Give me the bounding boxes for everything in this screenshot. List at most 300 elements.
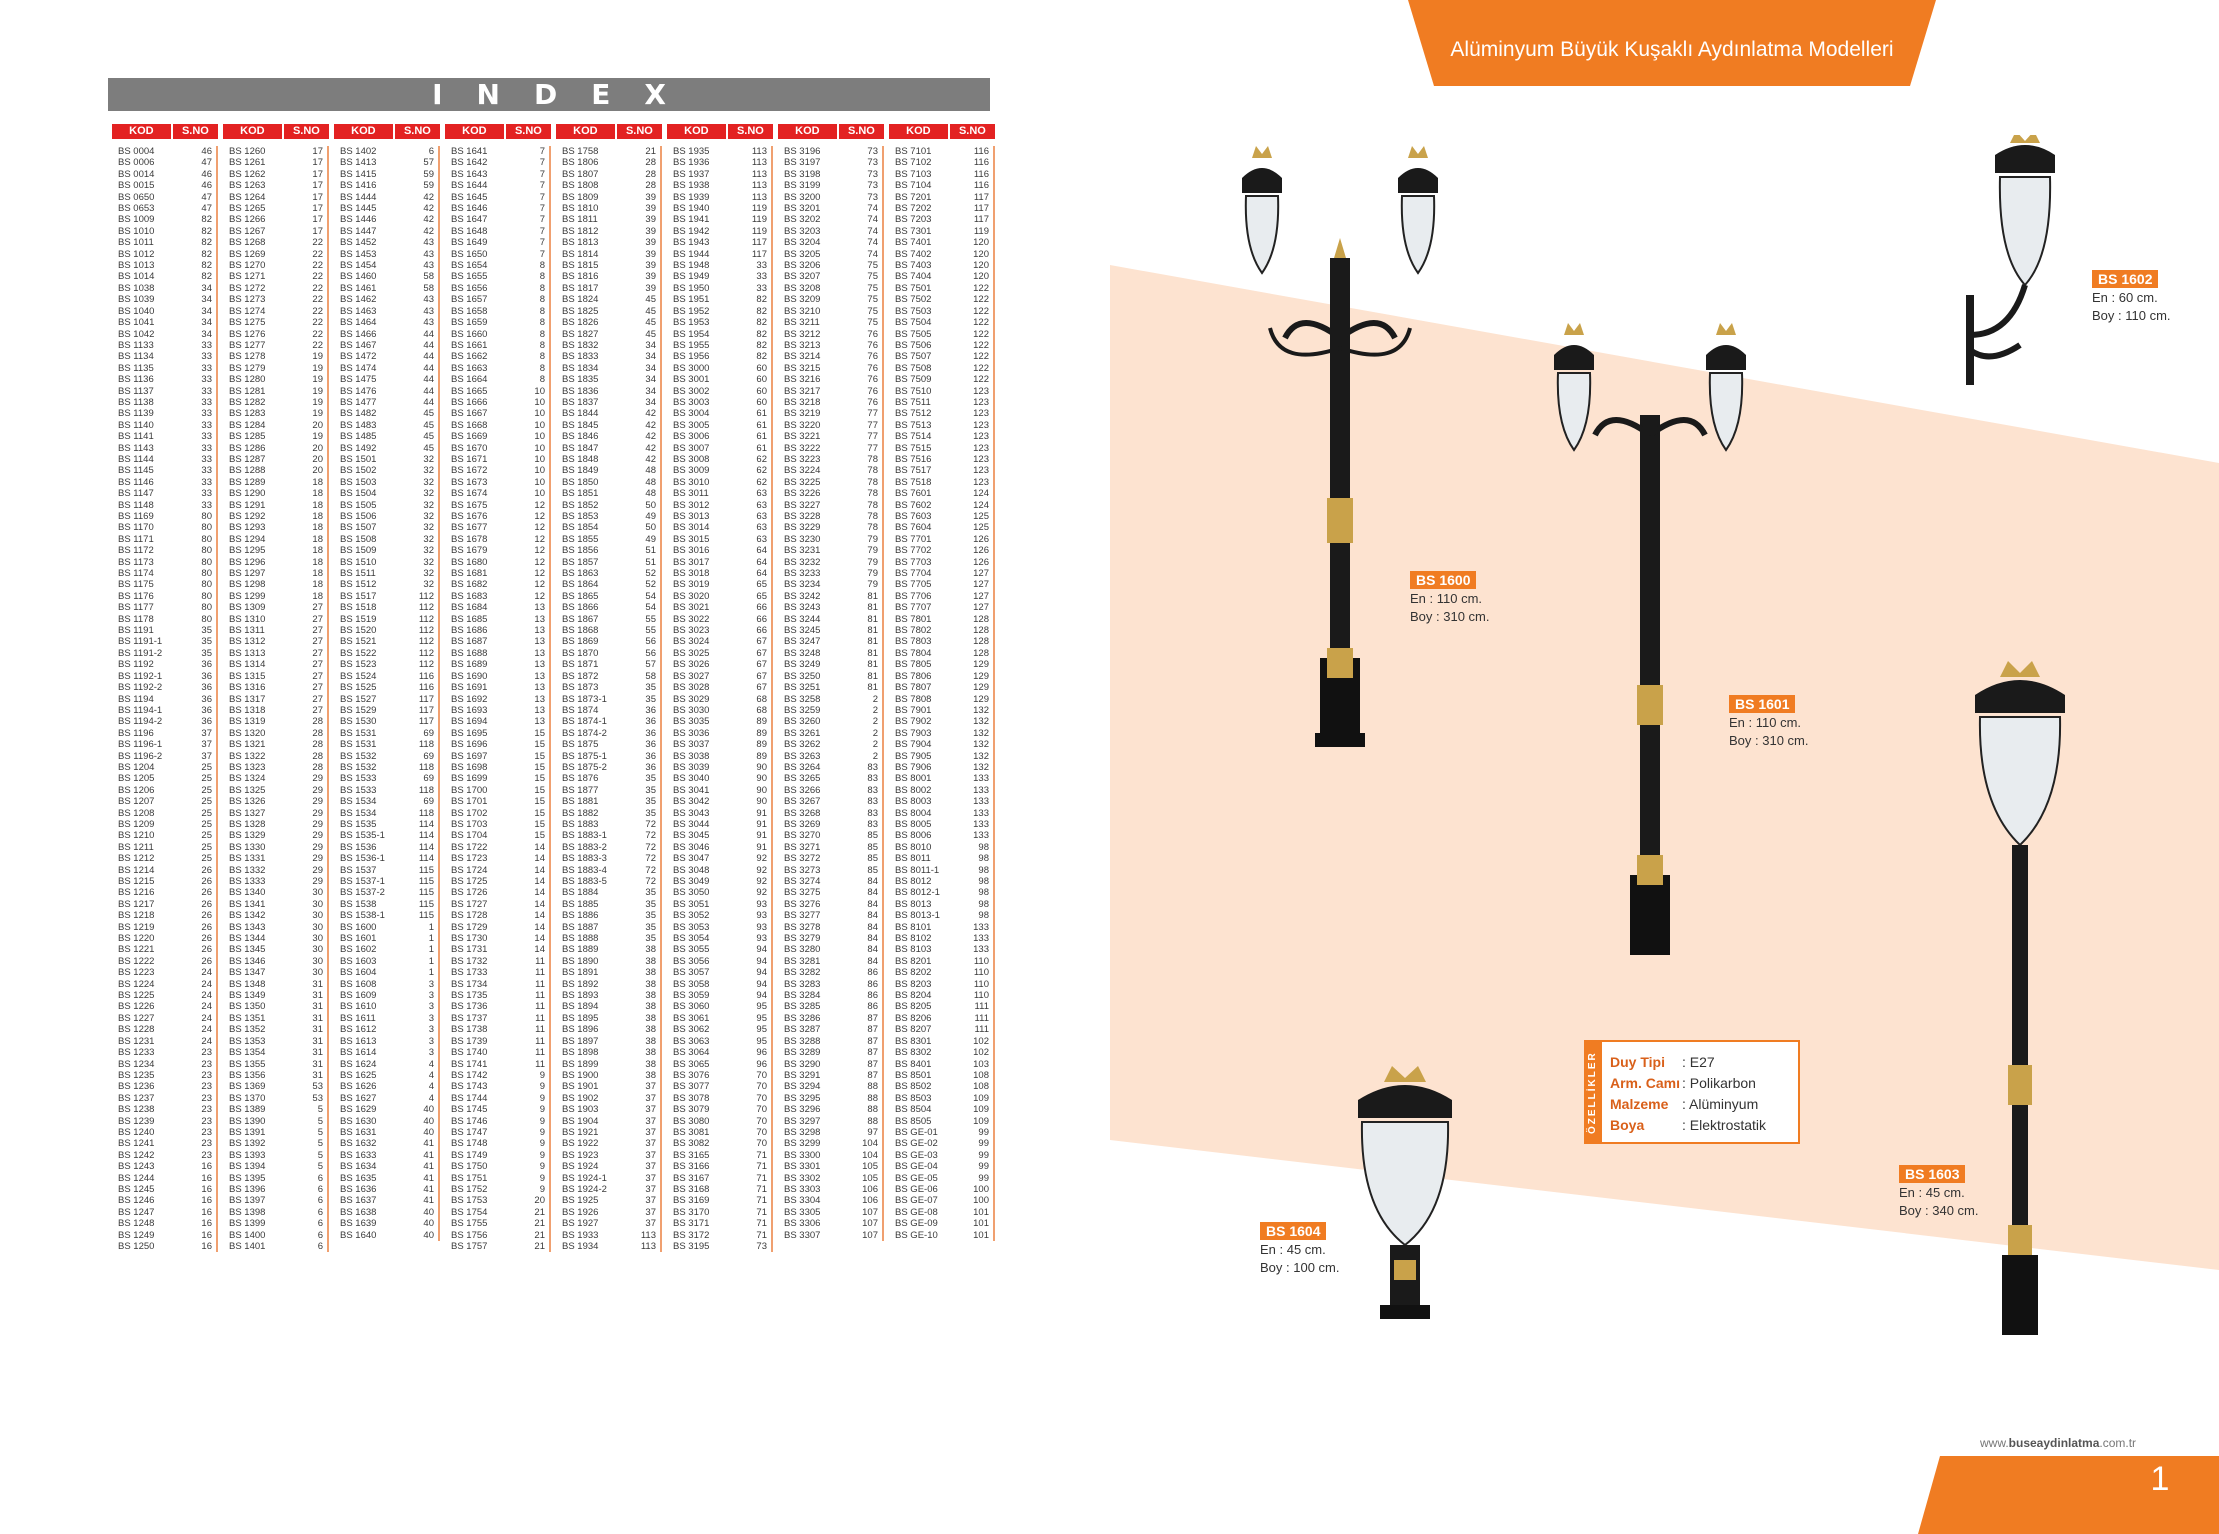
index-row [223,1081,327,1092]
page-header: S.NO [282,124,329,139]
index-page-no: 64 [756,568,767,580]
index-row [445,933,549,944]
index-page-no: 114 [418,841,434,853]
index-row [334,1127,438,1138]
index-code: BS 1196-2 [118,750,163,762]
index-code: BS 1611 [340,1012,376,1024]
index-row [445,146,549,157]
index-page-no: 38 [645,955,656,967]
index-code: BS 1883-3 [562,853,607,865]
index-row [889,431,993,442]
index-code: BS 3043 [673,807,710,819]
index-page-no: 11 [535,1035,545,1047]
index-row [445,1241,549,1252]
index-code: BS 1512 [340,579,377,591]
index-page-no: 80 [201,522,212,534]
index-code: BS 3169 [673,1195,710,1207]
index-row [889,1036,993,1047]
index-code: BS 1221 [118,944,155,956]
index-page-no: 65 [756,590,767,602]
index-page-no: 13 [534,693,545,705]
index-row [112,716,216,727]
index-row [445,819,549,830]
index-row [556,568,660,579]
index-code: BS 8001 [895,773,932,785]
index-page-no: 37 [645,1206,656,1218]
index-page-no: 74 [867,225,878,237]
index-page-no: 80 [201,613,212,625]
index-code: BS 1504 [340,488,377,500]
index-code: BS 1813 [562,237,599,249]
index-code: BS 3270 [784,830,821,842]
index-row [445,967,549,978]
index-page-no: 32 [423,476,434,488]
index-code: BS 1749 [451,1149,488,1161]
index-row [445,522,549,533]
index-page-no: 36 [645,761,656,773]
index-row [334,796,438,807]
index-code: BS 3014 [673,522,710,534]
index-code: BS 7503 [895,305,932,317]
index-row [889,260,993,271]
index-page-no: 51 [645,545,656,557]
index-page-no: 13 [534,670,545,682]
index-page-no: 36 [201,716,212,728]
index-page-no: 37 [645,1081,656,1093]
index-code: BS 3304 [784,1195,821,1207]
index-code: BS 1146 [118,476,154,488]
index-code: BS 1293 [229,522,266,534]
index-row [556,329,660,340]
index-code: BS 1273 [229,294,266,306]
index-row [778,283,882,294]
index-code: BS 1679 [451,545,488,557]
index-page-no: 91 [756,818,767,830]
index-code: BS 1040 [118,305,155,317]
index-page-no: 1 [428,944,434,956]
index-row [778,169,882,180]
index-code: BS 1752 [451,1183,488,1195]
index-page-no: 4 [428,1092,434,1104]
index-code: BS 1239 [118,1115,155,1127]
index-row [445,420,549,431]
index-page-no: 8 [539,294,545,306]
index-code: BS 1810 [562,203,599,215]
index-row [445,1127,549,1138]
index-page-no: 116 [973,180,989,192]
index-page-no: 21 [534,1206,545,1218]
index-page-no: 98 [978,898,989,910]
index-row [223,659,327,670]
index-row [778,522,882,533]
index-code: BS 1807 [562,168,599,180]
index-code: BS 1237 [118,1092,155,1104]
index-row [889,1093,993,1104]
index-code: BS 7902 [895,716,932,728]
index-code: BS 1224 [118,978,155,990]
index-page-no: 118 [418,761,434,773]
index-page-no: 84 [867,887,878,899]
index-code: BS 3064 [673,1047,710,1059]
index-code: BS 1639 [340,1218,377,1230]
index-page-no: 8 [539,282,545,294]
index-row [556,1241,660,1252]
index-page-no: 15 [534,807,545,819]
index-row [667,602,771,613]
index-row [112,283,216,294]
index-code: BS 3051 [673,898,710,910]
index-code: BS 3079 [673,1104,710,1116]
index-page-no: 21 [534,1241,545,1252]
index-row [778,1230,882,1241]
index-code: BS 1501 [340,453,377,465]
index-code: BS 3266 [784,784,821,796]
index-page-no: 30 [312,955,323,967]
index-page-no: 123 [973,442,989,454]
index-code: BS 1400 [229,1229,266,1241]
index-row [556,990,660,1001]
index-column [334,124,445,1252]
index-code: BS 1944 [673,248,710,260]
index-code: BS 1329 [229,830,266,842]
index-page-no: 91 [756,830,767,842]
index-page-no: 7 [539,191,545,203]
index-page-no: 6 [317,1183,323,1195]
index-code: BS 1701 [451,796,488,808]
index-row [334,1013,438,1024]
index-row [223,1138,327,1149]
index-code: BS 1243 [118,1161,155,1173]
index-code: BS 1883 [562,818,599,830]
index-page-no: 19 [312,431,323,443]
index-row [889,591,993,602]
index-page-no: 39 [645,248,656,260]
index-page-no: 78 [867,465,878,477]
index-page-no: 9 [539,1161,545,1173]
index-code: BS 3290 [784,1058,821,1070]
index-row [445,1104,549,1115]
index-page-no: 26 [201,955,212,967]
index-row [334,329,438,340]
index-page-no: 61 [756,419,767,431]
index-row [112,1001,216,1012]
index-row [334,887,438,898]
index-page-no: 23 [201,1081,212,1093]
index-row [445,659,549,670]
index-code: BS 8010 [895,841,932,853]
index-page-no: 43 [423,317,434,329]
index-row [223,283,327,294]
index-page-no: 91 [756,807,767,819]
index-code: BS 1240 [118,1126,155,1138]
index-code: BS 7201 [895,191,932,203]
index-code: BS 3206 [784,260,821,272]
index-code: BS 7604 [895,522,932,534]
index-code: BS 3045 [673,830,710,842]
index-code: BS 3305 [784,1206,821,1218]
index-page-no: 116 [973,146,989,157]
index-page-no: 133 [973,818,989,830]
index-row [112,1104,216,1115]
index-code: BS 1248 [118,1218,155,1230]
index-page-no: 125 [973,522,989,534]
index-code: BS 1284 [229,419,266,431]
index-page-no: 36 [645,727,656,739]
index-row [778,682,882,693]
index-row [889,397,993,408]
index-code: BS 1729 [451,921,488,933]
index-row [334,169,438,180]
index-code: BS 1883-1 [562,830,607,842]
index-code: BS 1626 [340,1081,377,1093]
index-row [556,1161,660,1172]
index-code: BS 3003 [673,396,710,408]
index-code: BS 8006 [895,830,932,842]
index-page-no: 128 [973,613,989,625]
index-row [445,237,549,248]
product-code: BS 1600 [1410,571,1476,589]
index-column-body [334,146,440,1241]
index-page-no: 12 [534,590,545,602]
index-row [223,933,327,944]
index-code: BS 1178 [118,613,154,625]
index-row [334,739,438,750]
index-code: BS 1677 [451,522,488,534]
index-row [556,1127,660,1138]
index-row [778,545,882,556]
index-code: BS 3220 [784,419,821,431]
index-code: BS 1012 [118,248,155,260]
index-row [445,636,549,647]
index-code: BS GE-05 [895,1172,938,1184]
index-row [223,1001,327,1012]
index-page-no: 8 [539,317,545,329]
index-page-no: 52 [645,568,656,580]
index-row [778,887,882,898]
index-page-no: 81 [867,636,878,648]
index-page-no: 71 [756,1229,767,1241]
index-row [667,1013,771,1024]
index-page-no: 107 [862,1206,878,1218]
index-row [445,340,549,351]
spec-row [1610,1073,1766,1094]
index-page-no: 27 [312,682,323,694]
index-row [223,762,327,773]
index-row [889,454,993,465]
index-row [778,557,882,568]
index-code: BS 3225 [784,476,821,488]
index-row [445,579,549,590]
product-code: BS 1604 [1260,1222,1326,1240]
index-code: BS 1893 [562,990,599,1002]
index-code: BS 3276 [784,898,821,910]
index-code: BS 8002 [895,784,932,796]
index-code: BS 1948 [673,260,710,272]
index-page-no: 16 [201,1206,212,1218]
index-page-no: 32 [423,533,434,545]
index-row [112,157,216,168]
index-page-no: 11 [535,1024,545,1036]
index-row [334,762,438,773]
index-row [889,214,993,225]
index-code: BS 1231 [118,1035,155,1047]
index-page-no: 87 [867,1058,878,1070]
index-page-no: 133 [973,944,989,956]
index-page-no: 4 [428,1069,434,1081]
index-code: BS 1535 [340,818,377,830]
index-code: BS 1492 [340,442,377,454]
index-row [112,374,216,385]
index-row [778,1024,882,1035]
index-page-no: 32 [423,556,434,568]
index-page-no: 107 [862,1229,878,1241]
index-page-no: 28 [312,761,323,773]
index-code: BS 7103 [895,168,932,180]
index-row [778,614,882,625]
index-row [112,192,216,203]
index-row [223,1184,327,1195]
index-page-no: 75 [867,317,878,329]
index-row [334,1184,438,1195]
index-row [112,602,216,613]
index-row [223,386,327,397]
index-row [334,397,438,408]
index-code: BS 1904 [562,1115,599,1127]
index-row [556,169,660,180]
index-page-no: 113 [640,1241,656,1252]
index-code: BS 3207 [784,271,821,283]
index-code: BS 7706 [895,590,932,602]
index-row [445,796,549,807]
index-code: BS 3040 [673,773,710,785]
index-row [667,1047,771,1058]
index-code: BS 7901 [895,704,932,716]
index-page-no: 94 [756,944,767,956]
index-code: BS 7705 [895,579,932,591]
index-code: BS 1266 [229,214,266,226]
index-page-no: 28 [645,168,656,180]
index-code: BS 3022 [673,613,710,625]
website-url[interactable] [1980,1436,2136,1450]
index-row [778,625,882,636]
index-page-no: 40 [423,1206,434,1218]
index-code: BS 1645 [451,191,488,203]
index-code: BS 8204 [895,990,932,1002]
index-code: BS 3024 [673,636,710,648]
index-row [445,203,549,214]
index-page-no: 112 [418,647,434,659]
index-row [112,1241,216,1252]
index-row [556,762,660,773]
index-code: BS 1511 [340,568,376,580]
code-header: KOD [445,124,504,139]
index-page-no: 80 [201,579,212,591]
index-page-no: 30 [312,921,323,933]
index-page-no: 10 [534,453,545,465]
index-page-no: 71 [756,1206,767,1218]
code-header: KOD [667,124,726,139]
index-page-no: 15 [534,727,545,739]
index-row [223,819,327,830]
index-row [223,1241,327,1252]
index-code: BS 1648 [451,225,488,237]
index-code: BS 8003 [895,796,932,808]
index-column-header [889,124,995,139]
index-row [112,465,216,476]
index-page-no: 33 [201,362,212,374]
index-row [112,1024,216,1035]
index-row [667,420,771,431]
index-code: BS 1654 [451,260,488,272]
index-row [556,511,660,522]
index-code: BS 1136 [118,374,154,386]
index-code: BS 7502 [895,294,932,306]
index-row [112,636,216,647]
index-page-no: 10 [534,488,545,500]
index-page-no: 34 [645,351,656,363]
index-code: BS 1881 [562,796,599,808]
index-page-no: 29 [312,773,323,785]
index-row [334,967,438,978]
index-row [223,260,327,271]
index-page-no: 56 [645,636,656,648]
index-page-no: 100 [973,1183,989,1195]
index-code: BS 3023 [673,625,710,637]
index-code: BS 1148 [118,499,154,511]
index-page-no: 25 [201,841,212,853]
index-row [778,340,882,351]
index-page-no: 93 [756,933,767,945]
index-row [556,374,660,385]
index-code: BS 1463 [340,305,377,317]
index-row [889,944,993,955]
index-code: BS 1602 [340,944,377,956]
index-code: BS 1170 [118,522,154,534]
index-code: BS 1693 [451,704,488,716]
index-page-no: 7 [539,146,545,157]
index-page-no: 17 [312,157,323,169]
index-code: BS 3300 [784,1149,821,1161]
index-row [112,842,216,853]
index-row [556,922,660,933]
index-code: BS 1353 [229,1035,266,1047]
index-row [445,374,549,385]
index-code: BS 1853 [562,511,599,522]
index-row [667,169,771,180]
index-code: BS 1525 [340,682,377,694]
index-code: BS 1627 [340,1092,377,1104]
index-page-no: 109 [973,1115,989,1127]
index-page-no: 12 [534,556,545,568]
index-page-no: 14 [534,841,545,853]
index-code: BS 1524 [340,670,377,682]
index-page-no: 37 [645,1149,656,1161]
index-code: BS GE-01 [895,1126,938,1138]
index-row [112,1013,216,1024]
index-page-no: 17 [312,146,323,157]
index-code: BS GE-06 [895,1183,938,1195]
index-code: BS 1520 [340,625,377,637]
index-page-no: 24 [201,1024,212,1036]
index-row [556,773,660,784]
index-page-no: 3 [428,1024,434,1036]
index-row [556,1218,660,1229]
index-page-no: 2 [872,704,878,716]
index-code: BS 1942 [673,225,710,237]
index-page-no: 4 [428,1081,434,1093]
index-code: BS 3000 [673,362,710,374]
index-code: BS 1852 [562,499,599,511]
